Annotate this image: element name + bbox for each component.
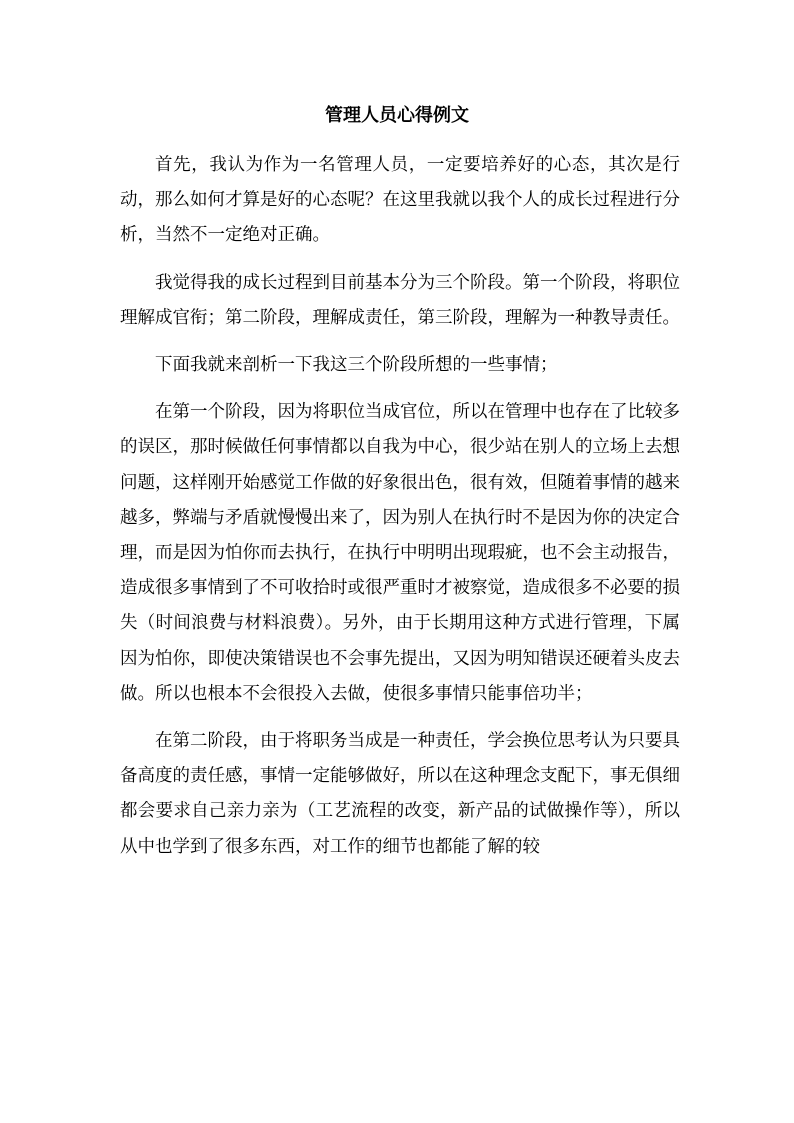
document-title: 管理人员心得例文 bbox=[325, 105, 469, 126]
paragraph-stage-two: 在第二阶段，由于将职务当成是一种责任，学会换位思考认为只要具备高度的责任感，事情一定能够做好，所以在这种理念支配下，事无俱细都会要求自己亲力亲为（工艺流程的改变，新产品的试做操作等），所以从中也学到了很多东西，对工作的细节也都能了解的较 bbox=[120, 731, 680, 857]
document-body bbox=[120, 148, 680, 865]
paragraph-stage-one: 在第一个阶段，因为将职位当成官位，所以在管理中也存在了比较多的误区，那时候做任何事情都以自我为中心，很少站在别人的立场上去想问题，这样刚开始感觉工作做的好象很出色，很有效，但随着事情的越来越多，弊端与矛盾就慢慢出来了，因为别人在执行时不是因为你的决定合理，而是因为怕你而去执行，在执行中明明出现瑕疵，也不会主动报告，造成很多事情到了不可收拾时或很严重时才被察觉，造成很多不必要的损失（时间浪费与材料浪费）。另外，由于长期用这种方式进行管理，下属因为怕你，即使决策错误也不会事先提出，又因为明知错误还硬着头皮去做。所以也根本不会很投入去做，使很多事情只能事倍功半； bbox=[120, 402, 680, 704]
paragraph-three-stages: 我觉得我的成长过程到目前基本分为三个阶段。第一个阶段，将职位理解成官衔；第二阶段，理解成责任，第三阶段，理解为一种教导责任。 bbox=[120, 272, 680, 328]
paragraph-intro: 首先，我认为作为一名管理人员，一定要培养好的心态，其次是行动，那么如何才算是好的心态呢？在这里我就以我个人的成长过程进行分析，当然不一定绝对正确。 bbox=[120, 155, 680, 246]
paragraph-analysis-lead: 下面我就来剖析一下我这三个阶段所想的一些事情； bbox=[155, 355, 558, 376]
